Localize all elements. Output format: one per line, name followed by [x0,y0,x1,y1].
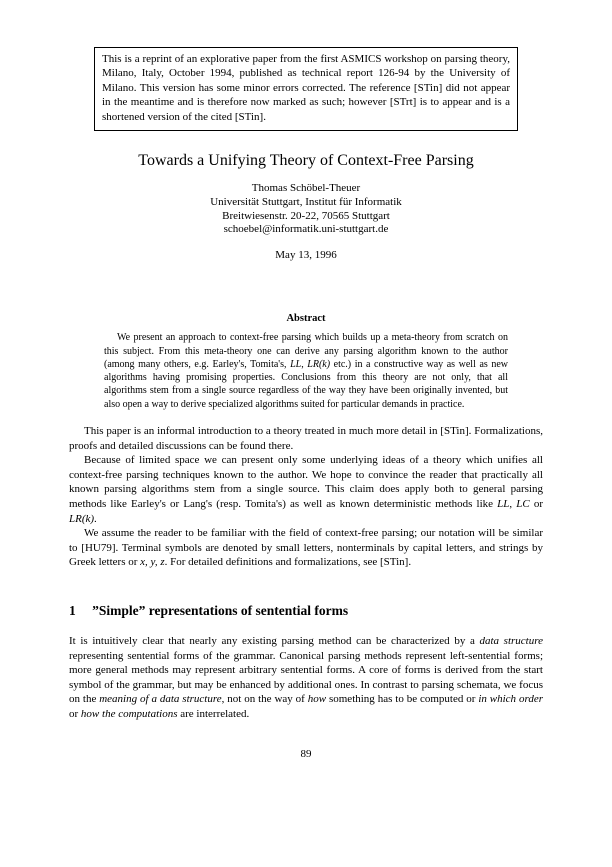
abstract-body: We present an approach to context-free parsing which builds up a meta-theory from scratch on this subject. From this meta-theory one can derive any parsing algorithm known to the author (among many others, e.g. Earley's, Tomita's, LL, LR(k) etc.) in a constructive way as well as new algorithms having promising properties. Conclusions from this theory are not only, that all algorithms stem from a single source regardless of the way they have been originally invented, but also open a way to derive specialized algorithms suited for particular demands in practice. [104,332,509,410]
intro-paragraph-2: Because of limited space we can present only some underlying ideas of a theory which unifies all context-free parsing techniques known to the author. We hope to convince the reader that practically all known parsing algorithms stem from a single source. This claim does apply both to general parsing methods like Earley's or Lang's (resp. Tomita's) as well as known deterministic methods like LL, LC or LR(k). [69,454,544,525]
reprint-notice-box [94,47,518,131]
paper-date: May 13, 1996 [275,249,337,262]
section-1-paragraph-1: It is intuitively clear that nearly any existing parsing method can be characterized by a data structure representing sentential forms of the grammar. Canonical parsing methods represent left-sentential forms; more general methods may represent arbitrary sentential forms. A core of forms is derived from the start symbol of the grammar, but may be enhanced by additional ones. In contrast to parsing schemata, we focus on the meaning of a data structure, not on the way of how something has to be computed or in which order or how the computations are interrelated. [69,634,543,720]
reprint-notice-text: This is a reprint of an explorative paper from the first ASMICS workshop on parsing theory, Milano, Italy, October 1994, published as technical report 126-94 by the University of Milano. This version has some minor errors corrected. The reference [STin] did not appear in the meantime and is therefore now marked as such; however [STrt] is to appear and is a shortened version of the cited [STin]. [102,53,510,123]
abstract-heading: Abstract [286,313,326,325]
author-name: Thomas Schöbel-Theuer [251,182,361,195]
abstract-section [104,313,508,411]
paper-title: Towards a Unifying Theory of Context-Free Parsing [138,152,474,170]
section-1-heading [69,603,543,619]
introduction-text [69,424,543,570]
affiliation-line-1: Universität Stuttgart, Institut für Informatik [210,195,402,208]
page-content [69,47,543,722]
affiliation-line-2: Breitwiesenstr. 20-22, 70565 Stuttgart [222,209,390,222]
author-block [69,182,543,237]
page-number: 89 [300,748,312,760]
section-1-title: ”Simple” representations of sentential forms [92,602,349,618]
section-1-number: 1 [69,602,76,618]
intro-paragraph-3: We assume the reader to be familiar with the field of context-free parsing; our notation will be similar to [HU79]. Terminal symbols are denoted by small letters, nonterminals by capital letters, and strings by Greek letters or x, y, z. For detailed definitions and formalizations, see [STin]. [69,527,543,569]
intro-paragraph-1: This paper is an informal introduction to a theory treated in much more detail in [STin]. Formalizations, proofs and detailed discussions can be found there. [69,425,543,452]
section-1-body [69,634,543,722]
author-email: schoebel@informatik.uni-stuttgart.de [223,223,389,236]
